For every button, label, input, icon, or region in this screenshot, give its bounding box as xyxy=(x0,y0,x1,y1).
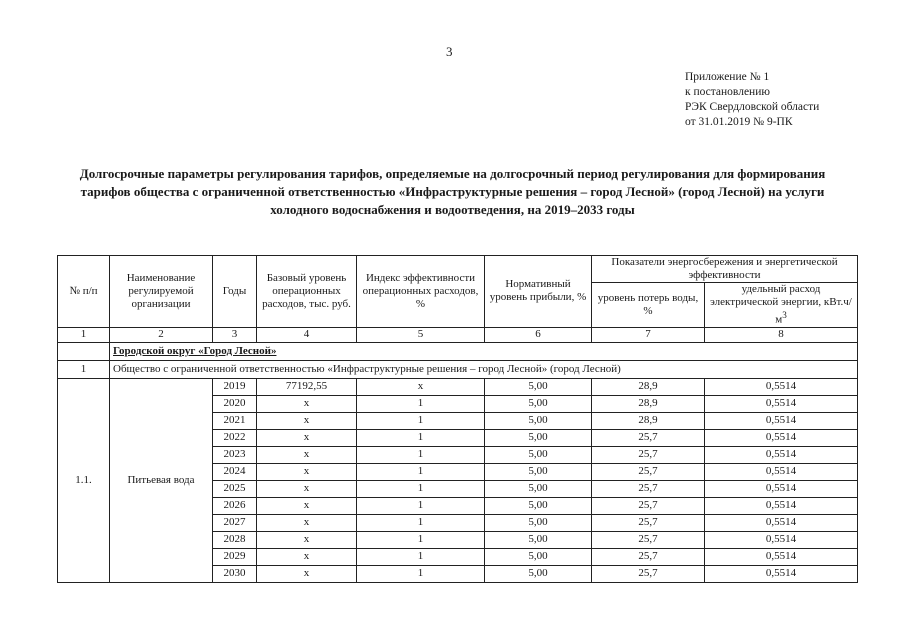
cell-year: 2021 xyxy=(213,412,257,429)
column-number: 4 xyxy=(257,327,357,342)
cell-efficiency-index: 1 xyxy=(357,514,485,531)
cell-base-level: х xyxy=(257,565,357,582)
appendix-block xyxy=(685,70,819,130)
cell-profit-level: 5,00 xyxy=(485,497,592,514)
cell-water-losses: 28,9 xyxy=(592,378,705,395)
header-water-losses: уровень потерь воды, % xyxy=(592,283,705,328)
cell-profit-level: 5,00 xyxy=(485,514,592,531)
cell-profit-level: 5,00 xyxy=(485,378,592,395)
cell-efficiency-index: 1 xyxy=(357,429,485,446)
cell-specific-consumption: 0,5514 xyxy=(705,463,858,480)
header-years: Годы xyxy=(213,256,257,328)
header-profit-level: Нормативный уровень прибыли, % xyxy=(485,256,592,328)
cell-year: 2023 xyxy=(213,446,257,463)
section-num-cell xyxy=(58,342,110,360)
header-specific-sup: 3 xyxy=(782,310,787,320)
table-row xyxy=(58,378,858,395)
cell-specific-consumption: 0,5514 xyxy=(705,446,858,463)
cell-water-losses: 25,7 xyxy=(592,463,705,480)
cell-base-level: х xyxy=(257,446,357,463)
cell-year: 2022 xyxy=(213,429,257,446)
cell-year: 2027 xyxy=(213,514,257,531)
cell-efficiency-index: 1 xyxy=(357,548,485,565)
cell-year: 2019 xyxy=(213,378,257,395)
cell-base-level: х xyxy=(257,548,357,565)
cell-water-losses: 25,7 xyxy=(592,446,705,463)
cell-efficiency-index: 1 xyxy=(357,565,485,582)
cell-water-losses: 25,7 xyxy=(592,531,705,548)
org-num: 1 xyxy=(58,360,110,378)
appendix-line: Приложение № 1 xyxy=(685,71,770,83)
cell-water-losses: 25,7 xyxy=(592,429,705,446)
cell-profit-level: 5,00 xyxy=(485,412,592,429)
cell-efficiency-index: 1 xyxy=(357,497,485,514)
cell-efficiency-index: 1 xyxy=(357,395,485,412)
header-base-level: Базовый уровень операционных расходов, тыс. руб. xyxy=(257,256,357,328)
cell-specific-consumption: 0,5514 xyxy=(705,412,858,429)
organization-row xyxy=(58,360,858,378)
header-num: № п/п xyxy=(58,256,110,328)
cell-specific-consumption: 0,5514 xyxy=(705,548,858,565)
page-number: 3 xyxy=(446,44,453,59)
cell-specific-consumption: 0,5514 xyxy=(705,514,858,531)
column-number: 1 xyxy=(58,327,110,342)
header-efficiency-index: Индекс эффективности операционных расходов, % xyxy=(357,256,485,328)
cell-profit-level: 5,00 xyxy=(485,395,592,412)
cell-year: 2025 xyxy=(213,480,257,497)
cell-base-level: х xyxy=(257,497,357,514)
cell-profit-level: 5,00 xyxy=(485,531,592,548)
cell-profit-level: 5,00 xyxy=(485,429,592,446)
cell-base-level: х xyxy=(257,395,357,412)
cell-specific-consumption: 0,5514 xyxy=(705,497,858,514)
cell-base-level: х xyxy=(257,531,357,548)
appendix-line: от 31.01.2019 № 9-ПК xyxy=(685,116,793,128)
cell-water-losses: 25,7 xyxy=(592,565,705,582)
column-number: 6 xyxy=(485,327,592,342)
group-label: Питьевая вода xyxy=(110,378,213,582)
cell-profit-level: 5,00 xyxy=(485,548,592,565)
cell-efficiency-index: 1 xyxy=(357,480,485,497)
cell-base-level: 77192,55 xyxy=(257,378,357,395)
column-number: 3 xyxy=(213,327,257,342)
cell-water-losses: 28,9 xyxy=(592,395,705,412)
header-org: Наименование регулируемой организации xyxy=(110,256,213,328)
cell-year: 2029 xyxy=(213,548,257,565)
column-number: 8 xyxy=(705,327,858,342)
group-num: 1.1. xyxy=(58,378,110,582)
cell-base-level: х xyxy=(257,480,357,497)
cell-base-level: х xyxy=(257,429,357,446)
header-energy-group: Показатели энергосбережения и энергетической эффективности xyxy=(592,256,858,283)
cell-specific-consumption: 0,5514 xyxy=(705,429,858,446)
cell-efficiency-index: х xyxy=(357,378,485,395)
cell-base-level: х xyxy=(257,412,357,429)
cell-year: 2030 xyxy=(213,565,257,582)
cell-profit-level: 5,00 xyxy=(485,480,592,497)
cell-water-losses: 25,7 xyxy=(592,497,705,514)
header-specific-text: удельный расход электрической энергии, кВт.ч/м xyxy=(710,283,852,326)
section-row xyxy=(58,342,858,360)
cell-water-losses: 25,7 xyxy=(592,548,705,565)
document-title: Долгосрочные параметры регулирования тарифов, определяемые на долгосрочный период регулирования для формирования тарифов общества с ограниченной ответственностью «Инфраструктурные решения – город Лесной» (город Лесной) на услуги холодного водоснабжения и водоотведения, на 2019–2033 годы xyxy=(79,166,826,217)
cell-profit-level: 5,00 xyxy=(485,446,592,463)
cell-water-losses: 25,7 xyxy=(592,514,705,531)
cell-profit-level: 5,00 xyxy=(485,565,592,582)
appendix-line: к постановлению xyxy=(685,86,770,98)
appendix-line: РЭК Свердловской области xyxy=(685,101,820,113)
column-number: 7 xyxy=(592,327,705,342)
column-number: 2 xyxy=(110,327,213,342)
cell-year: 2024 xyxy=(213,463,257,480)
cell-specific-consumption: 0,5514 xyxy=(705,531,858,548)
cell-efficiency-index: 1 xyxy=(357,531,485,548)
cell-specific-consumption: 0,5514 xyxy=(705,480,858,497)
tariff-parameters-table xyxy=(57,255,858,583)
cell-specific-consumption: 0,5514 xyxy=(705,378,858,395)
org-name: Общество с ограниченной ответственностью «Инфраструктурные решения – город Лесной» (город Лесной) xyxy=(110,360,858,378)
cell-efficiency-index: 1 xyxy=(357,463,485,480)
cell-efficiency-index: 1 xyxy=(357,446,485,463)
cell-water-losses: 25,7 xyxy=(592,480,705,497)
cell-specific-consumption: 0,5514 xyxy=(705,395,858,412)
cell-profit-level: 5,00 xyxy=(485,463,592,480)
header-specific-consumption xyxy=(705,283,858,328)
section-title: Городской округ «Город Лесной» xyxy=(110,342,858,360)
cell-efficiency-index: 1 xyxy=(357,412,485,429)
column-number: 5 xyxy=(357,327,485,342)
cell-specific-consumption: 0,5514 xyxy=(705,565,858,582)
cell-year: 2020 xyxy=(213,395,257,412)
cell-base-level: х xyxy=(257,463,357,480)
cell-water-losses: 28,9 xyxy=(592,412,705,429)
cell-base-level: х xyxy=(257,514,357,531)
cell-year: 2026 xyxy=(213,497,257,514)
column-number-row xyxy=(58,327,858,342)
cell-year: 2028 xyxy=(213,531,257,548)
